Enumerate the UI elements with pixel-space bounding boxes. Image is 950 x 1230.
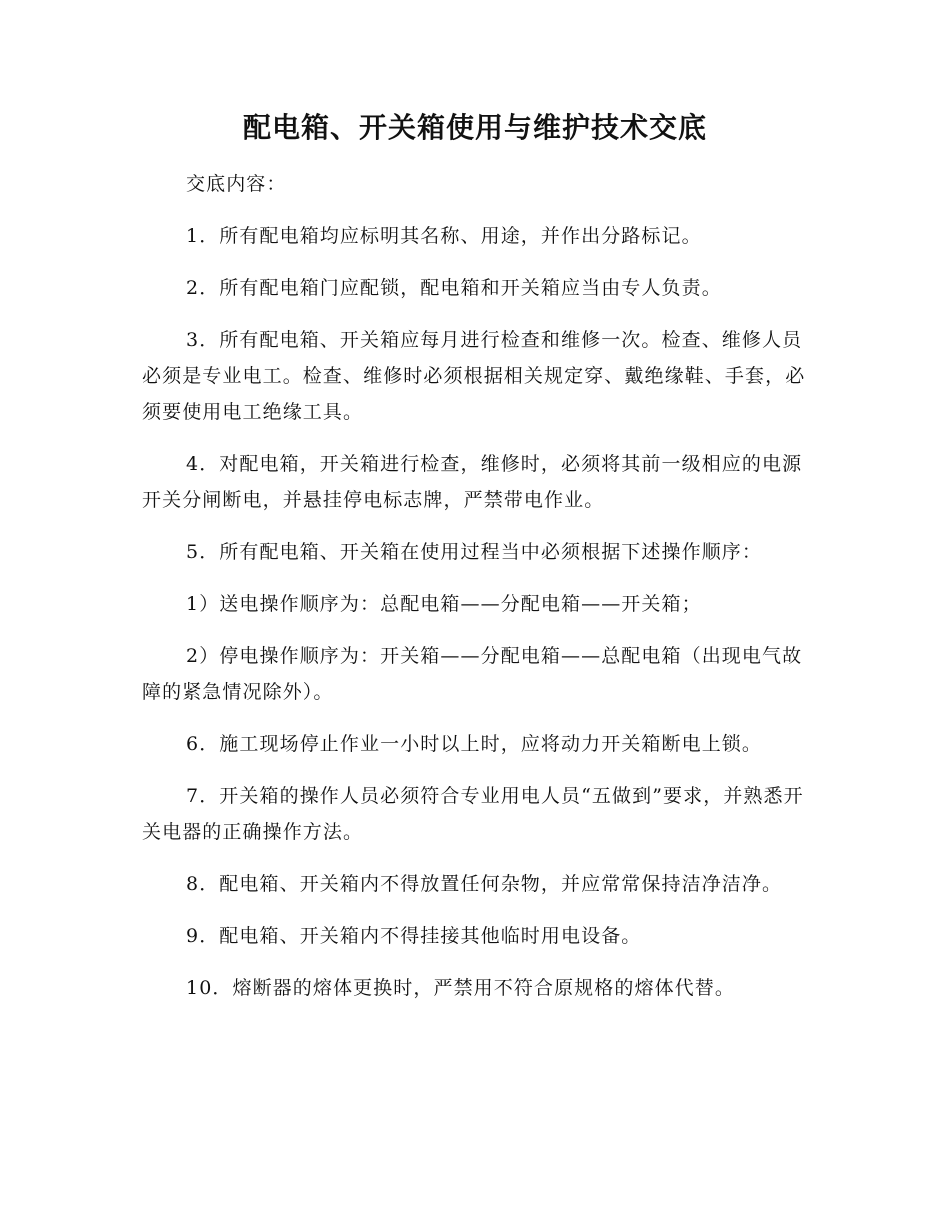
paragraph-intro: 交底内容： xyxy=(186,173,287,195)
document-title: 配电箱、开关箱使用与维护技术交底 xyxy=(242,111,707,144)
paragraph-subitem-2: 2）停电操作顺序为：开关箱——分配电箱——总配电箱（出现电气故障的紧急情况除外）。 xyxy=(142,645,803,703)
document-body xyxy=(142,166,810,1022)
paragraph-subitem-1: 1）送电操作顺序为：总配电箱——分配电箱——开关箱； xyxy=(186,593,702,615)
paragraph-item-5: 5．所有配电箱、开关箱在使用过程当中必须根据下述操作顺序： xyxy=(186,541,762,563)
paragraph-item-7: 7．开关箱的操作人员必须符合专业用电人员“五做到”要求，并熟悉开关电器的正确操作方法。 xyxy=(142,785,804,843)
paragraph-item-8: 8．配电箱、开关箱内不得放置任何杂物，并应常常保持洁净洁净。 xyxy=(186,873,783,895)
paragraph-item-1: 1．所有配电箱均应标明其名称、用途，并作出分路标记。 xyxy=(186,225,702,247)
paragraph-item-4: 4．对配电箱，开关箱进行检查，维修时，必须将其前一级相应的电源开关分闸断电，并悬挂停电标志牌，严禁带电作业。 xyxy=(142,453,803,511)
paragraph-item-10: 10．熔断器的熔体更换时，严禁用不符合原规格的熔体代替。 xyxy=(186,977,735,999)
paragraph-item-3: 3．所有配电箱、开关箱应每月进行检查和维修一次。检查、维修人员必须是专业电工。检查、维修时必须根据相关规定穿、戴绝缘鞋、手套，必须要使用电工绝缘工具。 xyxy=(142,329,806,423)
paragraph-item-2: 2．所有配电箱门应配锁，配电箱和开关箱应当由专人负责。 xyxy=(186,277,722,299)
paragraph-item-6: 6．施工现场停止作业一小时以上时，应将动力开关箱断电上锁。 xyxy=(186,733,762,755)
paragraph-item-9: 9．配电箱、开关箱内不得挂接其他临时用电设备。 xyxy=(186,925,642,947)
